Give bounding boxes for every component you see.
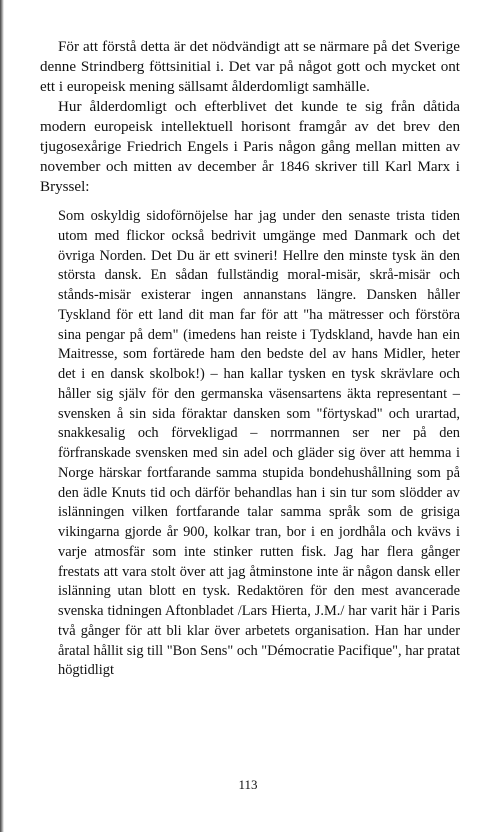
paragraph-1: För att förstå detta är det nödvändigt att se närmare på det Sverige denne Strindberg föttsinitial i. Det var på något gott och mycket ont ett i europeisk mening sällsamt ålderdomligt samhälle. (40, 39, 460, 95)
page-number: 113 (238, 777, 258, 792)
engels-letter-quote: Som oskyldig sidoförnöjelse har jag under den senaste trista tiden utom med flickor också bedrivit umgänge med Danmark och det övriga Norden. Det Du är ett svineri! Hellre den minste tysk än den största dansk. En sådan fullständig moral-misär, skrå-misär och stånds-misär existerar ingen annanstans längre. Dansken håller Tyskland för ett land dit man far för att "ha mätresser och förstöra sina pengar på dem" (imedens han reiste i Tydskland, havde han ein Maitresse, som fortärede ham den bedste del av hans Midler, heter det i en dansk skolbok!) – han kallar tysken en tysk skrävlare och håller sig själv för den germanska väsensartens äkta representant – svensken å sin sida föraktar dansken som "förtyskad" och urartad, snakkesalig och förvekligad – norrmannen ser ner på den förfranskade svensken med sin adel och gläder sig över att hemma i Norge härskar fortfarande samma stupida bondehushållning som på den ädle Knuts tid och därför behandlas han i sin tur som slödder av islänningen vilken fortfarande talar samma språk som de grisiga vikingarna gjorde år 900, kolkar tran, bor i en jordhåla och kvävs i varje atmosfär som inte stinker rutten fisk. Jag har flera gånger frestats att vara stolt över att jag åtminstone inte är någon dansk eller islänning utan blott en tysk. Redaktören för den mest avancerade svenska tidningen Aftonbladet /Lars Hierta, J.M./ har varit här i Paris två gånger för att bli klar över arbetets organisation. Han har under åratal hållit sig till "Bon Sens" och "Démocratie Pacifique", har pratat högtidligt (58, 208, 460, 679)
body-text (40, 37, 460, 681)
scan-edge-shadow (0, 0, 4, 832)
paragraph-2: Hur ålderdomligt och efterblivet det kunde te sig från dåtida modern europeisk intellektuell horisont framgår av det brev den tjugosexårige Friedrich Engels i Paris någon gång mellan mitten av november och mitten av december år 1846 skriver till Karl Marx i Bryssel: (40, 99, 460, 195)
